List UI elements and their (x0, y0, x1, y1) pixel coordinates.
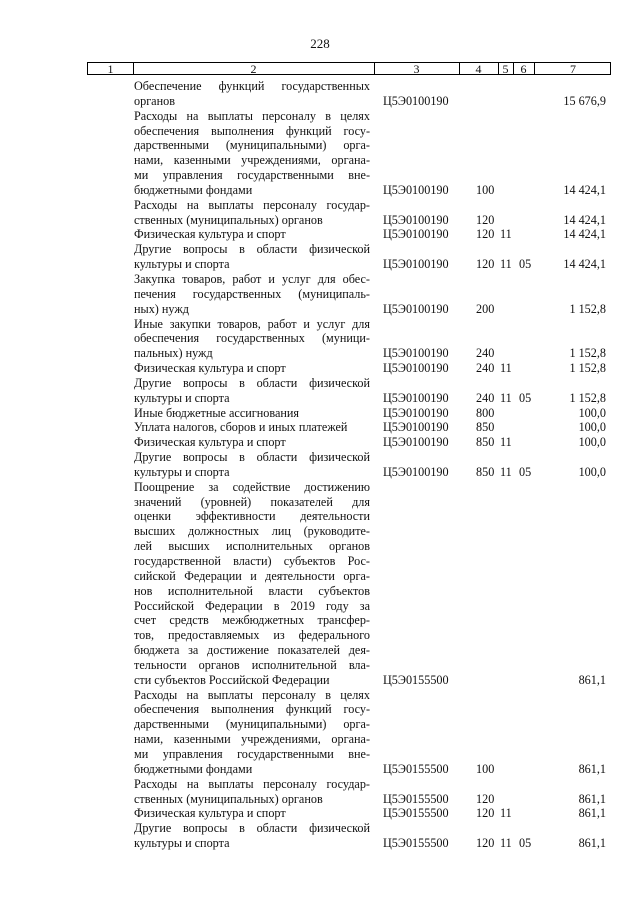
description-line: нами, казенными учреждениями, органа- (134, 732, 370, 747)
row-amount: 1 152,8 (569, 390, 606, 405)
table-row (0, 688, 640, 777)
row-expense-type: 120 (476, 257, 495, 272)
row-description (134, 821, 370, 851)
description-line: тельности органов исполнительной вла- (134, 657, 370, 672)
row-subsection: 05 (519, 836, 532, 851)
row-expense-type: 240 (476, 346, 495, 361)
row-target-code: Ц5Э0155500 (383, 791, 449, 806)
table-body (0, 79, 640, 851)
row-description (134, 420, 370, 435)
description-line: ми управления государственными вне- (134, 746, 370, 761)
row-expense-type: 120 (476, 806, 495, 821)
row-subsection: 05 (519, 464, 532, 479)
header-col-7: 7 (570, 62, 576, 76)
description-line: Расходы на выплаты персоналу в целях (134, 687, 370, 702)
description-line: обеспечения государственных (муници- (134, 331, 370, 346)
description-line: культуры и спорта (134, 390, 230, 405)
description-line: высших должностных лиц (руководите- (134, 524, 370, 539)
row-target-code: Ц5Э0155500 (383, 836, 449, 851)
row-amount: 100,0 (578, 464, 606, 479)
description-line: Другие вопросы в области физической (134, 450, 370, 465)
header-col-2: 2 (250, 62, 257, 76)
row-section: 11 (500, 257, 512, 272)
row-expense-type: 100 (476, 761, 495, 776)
description-line: счет средств межбюджетных трансфер- (134, 613, 370, 628)
description-line: Обеспечение функций государственных (134, 79, 370, 93)
description-line: лей высших исполнительных органов (134, 539, 370, 554)
row-subsection: 05 (519, 390, 532, 405)
table-row (0, 376, 640, 406)
row-target-code: Ц5Э0100190 (383, 405, 449, 420)
row-expense-type: 200 (476, 301, 495, 316)
description-line: ственных (муниципальных) органов (134, 212, 323, 227)
row-amount: 1 152,8 (569, 346, 606, 361)
row-amount: 861,1 (578, 791, 606, 806)
table-row (0, 109, 640, 198)
table-row (0, 420, 640, 435)
row-amount: 14 424,1 (563, 182, 606, 197)
row-expense-type: 100 (476, 182, 495, 197)
description-line: обеспечения выполнения функций госу- (134, 123, 370, 138)
table-row (0, 272, 640, 317)
description-line: органов (134, 93, 175, 108)
table-row (0, 806, 640, 821)
table-row (0, 361, 640, 376)
row-amount: 861,1 (578, 836, 606, 851)
row-amount: 1 152,8 (569, 361, 606, 376)
description-line: дарственными (муниципальными) орга- (134, 138, 370, 153)
page-number: 228 (310, 36, 330, 51)
description-line: Другие вопросы в области физической (134, 242, 370, 257)
description-line: культуры и спорта (134, 464, 230, 479)
description-line: Расходы на выплаты персоналу в целях (134, 108, 370, 123)
row-target-code: Ц5Э0100190 (383, 361, 449, 376)
row-section: 11 (500, 227, 512, 242)
row-target-code: Ц5Э0100190 (383, 435, 449, 450)
row-amount: 14 424,1 (563, 227, 606, 242)
row-expense-type: 120 (476, 212, 495, 227)
row-expense-type: 120 (476, 836, 495, 851)
row-expense-type: 120 (476, 791, 495, 806)
description-line: нами, казенными учреждениями, органа- (134, 153, 370, 168)
row-description (134, 480, 370, 688)
row-section: 11 (500, 464, 512, 479)
description-line: Закупка товаров, работ и услуг для обес- (134, 271, 370, 286)
row-expense-type: 240 (476, 361, 495, 376)
table-row (0, 242, 640, 272)
description-line: культуры и спорта (134, 257, 230, 272)
row-amount: 100,0 (578, 420, 606, 435)
row-description (134, 227, 370, 242)
description-line: бюджетными фондами (134, 761, 253, 776)
table-header (87, 62, 611, 75)
description-line: обеспечения выполнения функций госу- (134, 702, 370, 717)
description-line: сти субъектов Российской Федерации (134, 672, 330, 687)
row-expense-type: 850 (476, 420, 495, 435)
row-expense-type: 120 (476, 227, 495, 242)
description-line: Другие вопросы в области физической (134, 821, 370, 836)
row-amount: 15 676,9 (563, 93, 606, 108)
table-row (0, 227, 640, 242)
row-description (134, 242, 370, 272)
table-row (0, 317, 640, 362)
description-line: бюджета за достижение показателей дея- (134, 643, 370, 658)
row-description (134, 361, 370, 376)
row-subsection: 05 (519, 257, 532, 272)
row-section: 11 (500, 806, 512, 821)
row-expense-type: 240 (476, 390, 495, 405)
description-line: культуры и спорта (134, 836, 230, 851)
description-line: печения государственных (муниципаль- (134, 286, 370, 301)
row-section: 11 (500, 361, 512, 376)
description-line: Иные бюджетные ассигнования (134, 405, 300, 420)
description-line: ственных (муниципальных) органов (134, 791, 323, 806)
description-line: Российской Федерации в 2019 году за (134, 598, 370, 613)
row-description (134, 272, 370, 317)
table-row (0, 406, 640, 421)
row-amount: 1 152,8 (569, 301, 606, 316)
row-target-code: Ц5Э0100190 (383, 227, 449, 242)
header-col-3: 3 (413, 62, 420, 76)
row-amount: 861,1 (578, 761, 606, 776)
row-target-code: Ц5Э0155500 (383, 761, 449, 776)
header-col-6: 6 (520, 62, 527, 76)
table-row (0, 480, 640, 688)
table-row (0, 777, 640, 807)
row-description (134, 376, 370, 406)
row-expense-type: 850 (476, 435, 495, 450)
row-target-code: Ц5Э0100190 (383, 390, 449, 405)
description-line: тов, предоставляемых из федерального (134, 628, 370, 643)
row-description (134, 317, 370, 362)
row-target-code: Ц5Э0100190 (383, 346, 449, 361)
row-description (134, 435, 370, 450)
header-col-4: 4 (475, 62, 482, 76)
row-section: 11 (500, 390, 512, 405)
row-amount: 14 424,1 (563, 212, 606, 227)
description-line: Другие вопросы в области физической (134, 375, 370, 390)
row-section: 11 (500, 836, 512, 851)
row-target-code: Ц5Э0100190 (383, 420, 449, 435)
description-line: Иные закупки товаров, работ и услуг для (134, 316, 370, 331)
row-amount: 14 424,1 (563, 257, 606, 272)
description-line: бюджетными фондами (134, 182, 253, 197)
row-section: 11 (500, 435, 512, 450)
row-amount: 861,1 (578, 672, 606, 687)
description-line: значений (уровней) показателей для (134, 494, 370, 509)
row-amount: 100,0 (578, 435, 606, 450)
description-line: Расходы на выплаты персоналу государ- (134, 197, 370, 212)
description-line: Физическая культура и спорт (134, 435, 286, 450)
description-line: нов исполнительной власти субъектов (134, 583, 370, 598)
description-line: пальных) нужд (134, 346, 213, 361)
row-amount: 861,1 (578, 806, 606, 821)
header-col-1: 1 (107, 62, 114, 76)
row-expense-type: 850 (476, 464, 495, 479)
header-col-5: 5 (502, 62, 509, 76)
row-description (134, 777, 370, 807)
table-row (0, 450, 640, 480)
row-description (134, 109, 370, 198)
row-description (134, 406, 370, 421)
table-row (0, 435, 640, 450)
row-target-code: Ц5Э0100190 (383, 212, 449, 227)
row-target-code: Ц5Э0155500 (383, 672, 449, 687)
row-target-code: Ц5Э0155500 (383, 806, 449, 821)
description-line: Физическая культура и спорт (134, 227, 286, 242)
row-target-code: Ц5Э0100190 (383, 257, 449, 272)
table-row (0, 198, 640, 228)
description-line: ных) нужд (134, 301, 189, 316)
row-description (134, 198, 370, 228)
description-line: Физическая культура и спорт (134, 361, 286, 376)
table-row (0, 79, 640, 109)
row-amount: 100,0 (578, 405, 606, 420)
description-line: ми управления государственными вне- (134, 168, 370, 183)
row-target-code: Ц5Э0100190 (383, 464, 449, 479)
row-target-code: Ц5Э0100190 (383, 301, 449, 316)
row-expense-type: 800 (476, 405, 495, 420)
row-description (134, 450, 370, 480)
row-target-code: Ц5Э0100190 (383, 93, 449, 108)
description-line: Уплата налогов, сборов и иных платежей (134, 420, 348, 435)
description-line: Расходы на выплаты персоналу государ- (134, 776, 370, 791)
row-description (134, 79, 370, 109)
description-line: сийской Федерации и деятельности орга- (134, 568, 370, 583)
table-row (0, 821, 640, 851)
description-line: дарственными (муниципальными) орга- (134, 717, 370, 732)
description-line: Поощрение за содействие достижению (134, 479, 370, 494)
row-description (134, 688, 370, 777)
description-line: оценки эффективности деятельности (134, 509, 370, 524)
description-line: Физическая культура и спорт (134, 806, 286, 821)
row-description (134, 806, 370, 821)
description-line: государственной власти) субъектов Рос- (134, 554, 370, 568)
row-target-code: Ц5Э0100190 (383, 182, 449, 197)
